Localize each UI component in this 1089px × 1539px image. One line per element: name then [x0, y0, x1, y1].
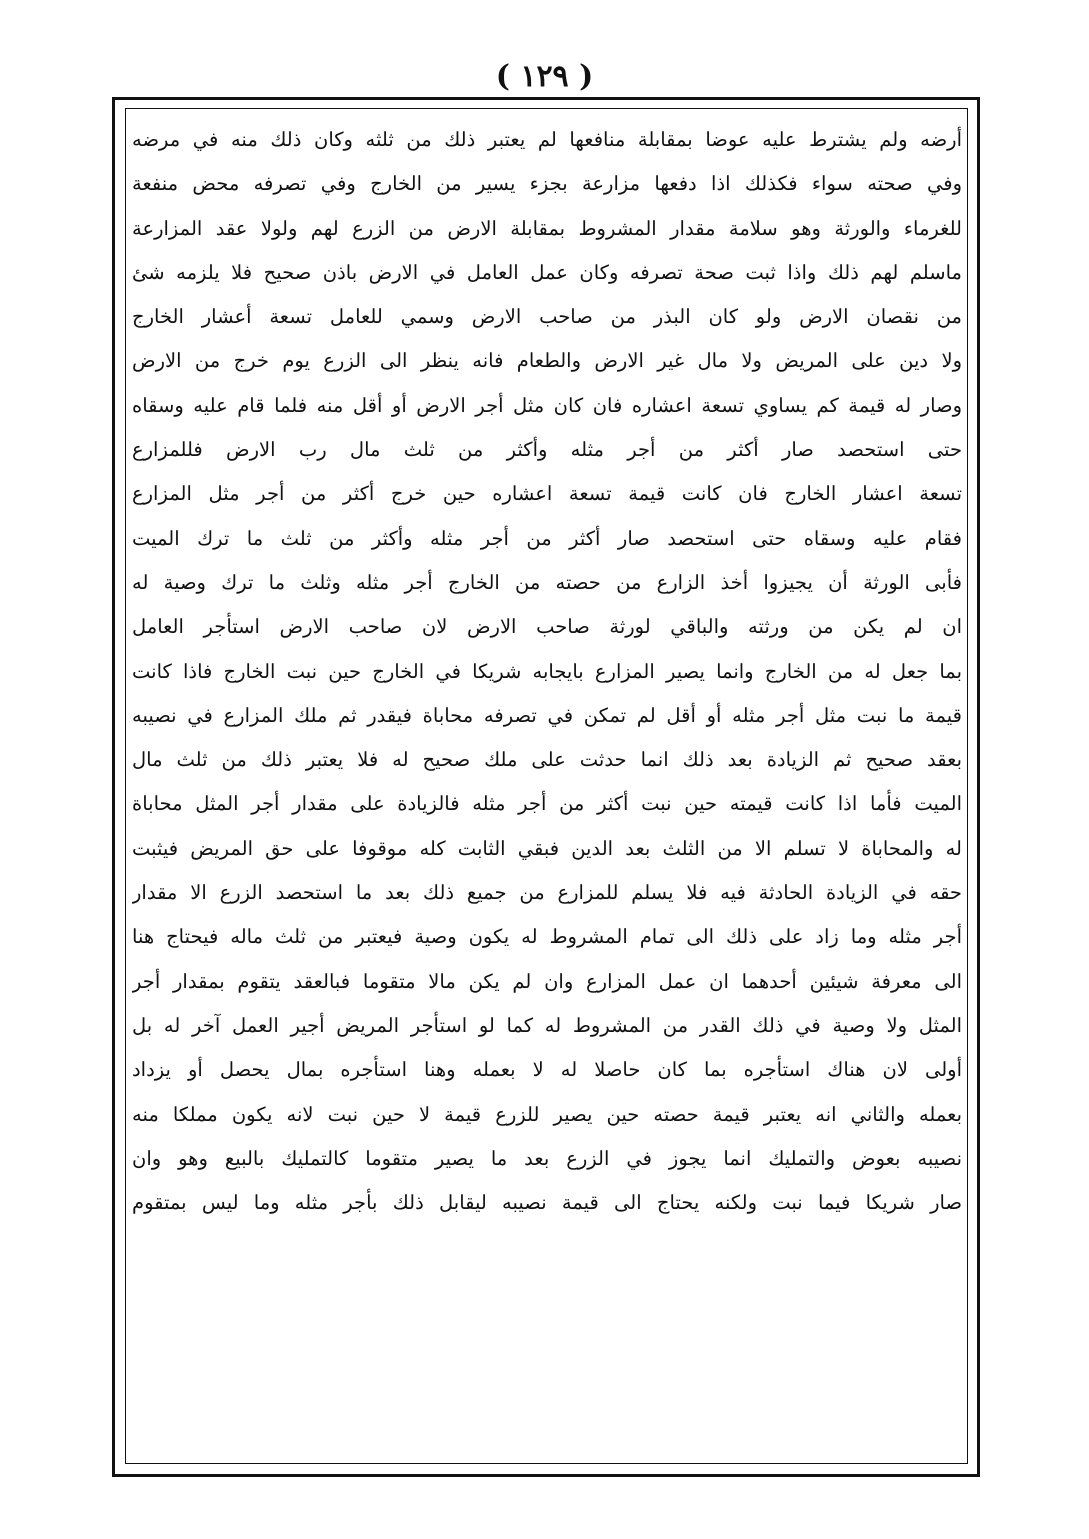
text-line: تسعة اعشار الخارج فان كانت قيمة تسعة اعشاره حين خرج أكثر من أجر مثل المزارع — [132, 482, 962, 506]
text-line: فقام عليه وسقاه حتى استحصد صار أكثر من أجر مثله وأكثر من ثلث ما ترك الميت — [132, 526, 962, 550]
text-line: حقه في الزيادة الحادثة فيه فلا يسلم للمزارع من جميع ذلك بعد ما استحصد الزرع الا مقدار — [132, 881, 962, 905]
text-line: ان لم يكن من ورثته والباقي لورثة صاحب الارض لان صاحب الارض استأجر العامل — [132, 615, 962, 639]
text-line: حتى استحصد صار أكثر من أجر مثله وأكثر من ثلث مال رب الارض فللمزارع — [132, 438, 962, 462]
text-line: وفي صحته سواء فكذلك اذا دفعها مزارعة بجزء يسير من الخارج وفي تصرفه محض منفعة — [132, 172, 962, 196]
text-line: ماسلم لهم ذلك واذا ثبت صحة تصرفه وكان عمل العامل في الارض باذن صحيح فلا يلزمه شئ — [132, 260, 962, 284]
text-line: الميت فأما اذا كانت قيمته حين نبت أكثر من أجر مثله فالزيادة على مقدار أجر المثل محاباة — [132, 792, 962, 816]
page-number: ( ١٢٩ ) — [495, 59, 594, 94]
text-line: فأبى الورثة أن يجيزوا أخذ الزارع من حصته من الخارج أجر مثله وثلث ما ترك وصية له — [132, 570, 962, 594]
text-line: وصار له قيمة كم يساوي تسعة اعشاره فان كان مثل أجر الارض أو أقل منه فلما قام عليه وسقاه — [132, 393, 962, 417]
text-line: بعقد صحيح ثم الزيادة بعد ذلك انما حدثت على ملك صحيح له فلا يعتبر ذلك من ثلث مال — [132, 748, 962, 772]
text-line: بعمله والثاني انه يعتبر قيمة حصته حين يصير للزرع قيمة لا حين نبت لانه يكون مملكا منه — [132, 1102, 962, 1126]
text-line: صار شريكا فيما نبت ولكنه يحتاج الى قيمة نصيبه ليقابل ذلك بأجر مثله وما ليس بمتقوم — [132, 1191, 962, 1215]
text-line: أولى لان هناك استأجره بما كان حاصلا له لا بعمله وهنا استأجره بمال يحصل أو يزداد — [132, 1058, 962, 1082]
text-line: الى معرفة شيئين أحدهما ان عمل المزارع وان لم يكن مالا متقوما فبالعقد يتقوم بمقدار أجر — [132, 969, 962, 993]
text-line: بما جعل له من الخارج وانما يصير المزارع بايجابه شريكا في الخارج حين نبت الخارج فاذا كانت — [132, 659, 962, 683]
text-line: قيمة ما نبت مثل أجر مثله أو أقل لم تمكن في تصرفه محاباة فيقدر ثم ملك المزارع في نصيبه — [132, 703, 962, 727]
text-line: من نقصان الارض ولو كان البذر من صاحب الارض وسمي للعامل تسعة أعشار الخارج — [132, 305, 962, 329]
text-line: أجر مثله وما زاد على ذلك الى تمام المشروط له يكون وصية فيعتبر من ثلث ماله فيحتاج هنا — [132, 925, 962, 949]
text-line: ولا دين على المريض ولا مال غير الارض والطعام فانه ينظر الى الزرع يوم خرج من الارض — [132, 349, 962, 373]
body-text — [132, 118, 962, 1225]
text-line: نصيبه بعوض والتمليك انما يجوز في الزرع بعد ما يصير متقوما كالتمليك بالبيع وهو وان — [132, 1146, 962, 1170]
text-line: أرضه ولم يشترط عليه عوضا بمقابلة منافعها لم يعتبر ذلك من ثلثه وكان ذلك منه في مرضه — [132, 128, 962, 151]
text-line: له والمحاباة لا تسلم الا من الثلث بعد الدين فبقي الثابت كله موقوفا على حق المريض فيثبت — [132, 836, 962, 860]
text-line: للغرماء والورثة وهو سلامة مقدار المشروط بمقابلة الارض من الزرع لهم ولولا عقد المزارعة — [132, 216, 962, 240]
text-line: المثل ولا وصية في ذلك القدر من المشروط له كما لو استأجر المريض أجير العمل آخر له بل — [132, 1013, 962, 1037]
